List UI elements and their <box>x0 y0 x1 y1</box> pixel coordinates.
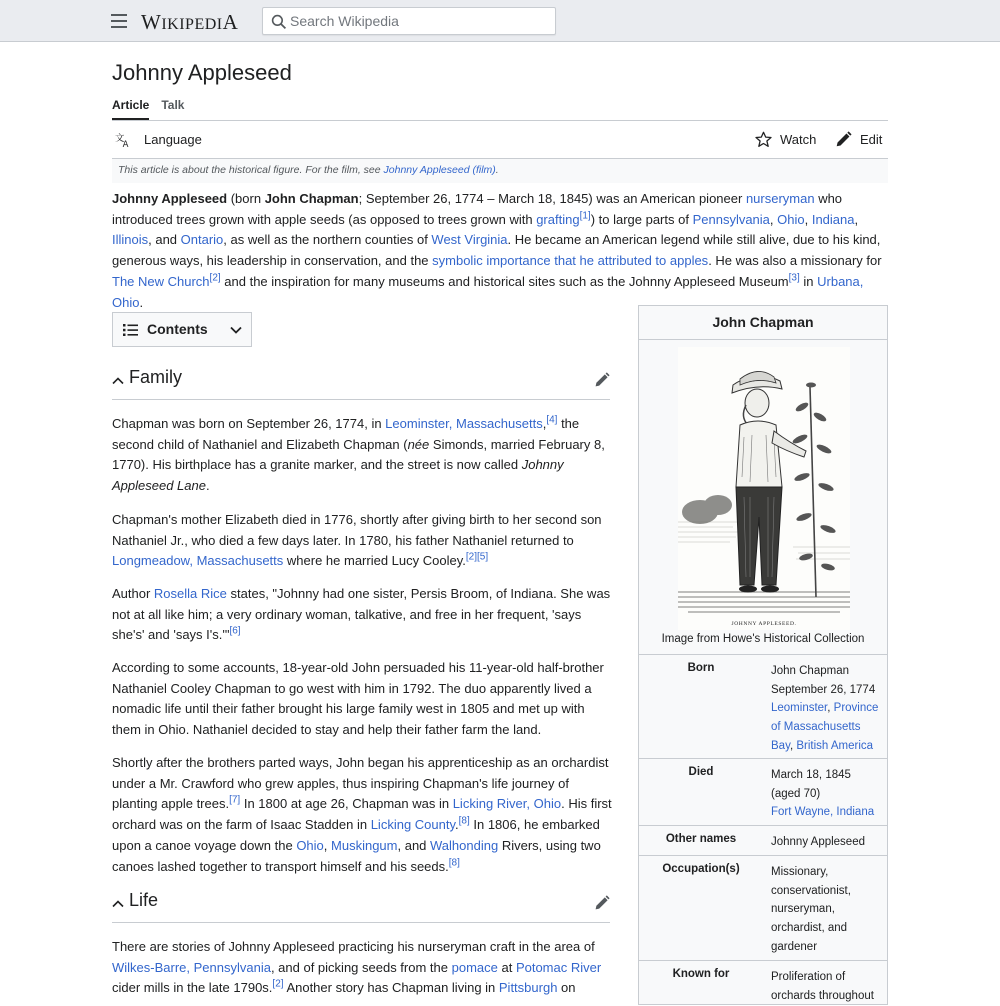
tab-talk[interactable]: Talk <box>161 98 185 112</box>
section-title: Family <box>129 367 182 387</box>
italic-text: Johnny Appleseed Lane <box>112 457 564 494</box>
link-province-massachusetts-bay[interactable]: Province of Massachusetts Bay <box>771 702 879 752</box>
hamburger-menu-icon[interactable] <box>111 14 127 28</box>
search-icon <box>271 14 287 30</box>
text: in <box>799 273 818 289</box>
link-walhonding[interactable]: Walhonding <box>430 837 499 853</box>
svg-text:文: 文 <box>115 133 125 145</box>
star-icon <box>755 131 772 148</box>
bold-name: Johnny Appleseed <box>112 191 228 206</box>
tab-article[interactable]: Article <box>112 98 149 120</box>
hatnote-link[interactable]: Johnny Appleseed (film) <box>383 164 496 176</box>
text: at <box>497 959 516 975</box>
svg-text:A: A <box>122 140 129 148</box>
link-urbana[interactable]: Urbana, Ohio <box>112 273 864 310</box>
text: where he married Lucy Cooley. <box>283 553 466 569</box>
citation-ref[interactable]: [2] <box>272 979 284 991</box>
link-ohio-river[interactable]: Ohio <box>296 837 324 853</box>
watch-label: Watch <box>780 132 817 147</box>
citation-ref[interactable]: [5] <box>476 552 489 564</box>
link-grafting[interactable]: grafting <box>536 211 580 227</box>
citation-ref[interactable]: [2] <box>209 272 221 284</box>
pencil-icon[interactable] <box>594 895 610 911</box>
family-paragraph-5 <box>112 753 612 877</box>
edit-label: Edit <box>860 132 883 147</box>
language-icon <box>115 131 132 148</box>
search-box[interactable] <box>262 7 556 35</box>
link-rosella-rice[interactable]: Rosella Rice <box>153 586 227 601</box>
link-ontario[interactable]: Ontario <box>180 232 224 248</box>
family-paragraph-1 <box>112 414 612 497</box>
infobox-caption: Image from Howe's Historical Collection <box>661 633 865 645</box>
top-header <box>0 0 1000 42</box>
citation-ref[interactable]: [7] <box>229 795 241 807</box>
wikipedia-wordmark[interactable] <box>141 10 238 35</box>
hatnote-text: This article is about the historical figure. For the film, see <box>118 164 384 176</box>
chevron-up-icon[interactable] <box>112 899 124 909</box>
died-age: (aged 70) <box>771 787 821 800</box>
text: , <box>542 416 547 431</box>
infobox-row-other-names <box>639 825 887 855</box>
text: , <box>827 702 834 715</box>
link-licking-river[interactable]: Licking River, Ohio <box>452 796 562 812</box>
text: the second child of Nathaniel and Elizabeth Chapman ( <box>112 416 580 452</box>
page-title: Johnny Appleseed <box>112 60 292 85</box>
text: . He became an American legend while still alive, due to his kind, generous ways, his leadership in conservation, and the <box>112 232 881 269</box>
life-paragraph-1 <box>112 937 612 999</box>
died-date: March 18, 1845 <box>771 769 851 781</box>
section-heading-family <box>112 366 610 400</box>
link-pomace[interactable]: pomace <box>451 959 498 975</box>
family-paragraph-4: According to some accounts, 18-year-old John persuaded his 11-year-old half-brother Nathaniel Cooley Chapman to go west with him in 1792. The duo apparently lived a nomadic life until their father brought his large family west in 1805 and met up with them in Ohio. Nathaniel decided to stay and help their father farm the land. <box>112 660 604 738</box>
section-heading-life <box>112 889 610 923</box>
link-british-america[interactable]: British America <box>796 739 874 752</box>
italic-text: née <box>407 436 430 452</box>
text: states, "Johnny had one sister, Persis Broom, of Indiana. She was not at all like him; a very ordinary woman, talkative, and free in her frequent, 'says she's' and 'says I's.'" <box>112 586 611 643</box>
born-place <box>771 699 883 755</box>
link-ohio[interactable]: Ohio <box>777 211 805 227</box>
pencil-icon <box>835 131 852 148</box>
text: . <box>455 817 459 833</box>
text: , <box>769 211 778 227</box>
language-label: Language <box>144 132 202 147</box>
row-value: Proliferation of orchards throughout <box>771 971 874 1002</box>
list-icon <box>123 323 138 337</box>
text: Shortly after the brothers parted ways, John began his apprenticeship as an orchardist under a Mr. Crawford who grew apples, thus inspiring Chapman's life journey of planting apple trees. <box>112 755 609 812</box>
text: Simonds, married February 8, 1770). His birthplace has a granite marker, and the street is now called <box>112 436 605 473</box>
chevron-down-icon <box>230 325 242 335</box>
text: . <box>205 478 210 494</box>
text: . <box>139 294 144 310</box>
link-fort-wayne[interactable]: Fort Wayne, Indiana <box>771 806 875 819</box>
section-title: Life <box>129 890 159 910</box>
text: Author <box>112 586 154 601</box>
link-muskingum[interactable]: Muskingum <box>331 837 398 853</box>
link-leominster[interactable]: Leominster <box>771 702 828 715</box>
citation-ref[interactable]: [2] <box>465 552 477 564</box>
link-longmeadow[interactable]: Longmeadow, Massachusetts <box>112 553 284 569</box>
link-pennsylvania[interactable]: Pennsylvania <box>692 211 770 227</box>
link-symbolic-importance[interactable]: symbolic importance that he attributed to apples <box>432 253 709 269</box>
link-west-virginia[interactable]: West Virginia <box>431 232 508 248</box>
edit-button[interactable] <box>835 131 882 148</box>
wordmark-text: WIKIPEDIA <box>141 10 239 34</box>
row-label: Born <box>687 662 715 674</box>
text: and the inspiration for many museums and historical sites such as the Johnny Appleseed Museum <box>220 273 789 289</box>
text: , and of picking seeds from the <box>270 959 452 975</box>
watch-button[interactable] <box>755 131 816 148</box>
text: There are stories of Johnny Appleseed practicing his nurseryman craft in the area of <box>112 939 595 954</box>
text: cider mills in the late 1790s. <box>112 980 273 996</box>
text: , <box>854 211 859 227</box>
infobox-row-known-for <box>639 960 887 1006</box>
text: Rivers, using two canoes lashed together to transport himself and his seeds. <box>112 837 601 874</box>
text: ) to large parts of <box>590 211 693 227</box>
pencil-icon[interactable] <box>594 372 610 388</box>
engraving-caption: JOHNNY APPLESEED. <box>731 621 797 627</box>
citation-ref[interactable]: [3] <box>788 272 800 284</box>
hatnote <box>112 159 888 183</box>
link-new-church[interactable]: The New Church <box>112 273 210 289</box>
link-nurseryman[interactable]: nurseryman <box>745 191 815 206</box>
link-indiana[interactable]: Indiana <box>811 211 855 227</box>
citation-ref[interactable]: [4] <box>546 414 558 426</box>
row-value <box>771 766 883 822</box>
family-paragraph-2 <box>112 510 612 572</box>
engraving-drawing <box>678 347 850 630</box>
infobox-row-occupation <box>639 855 887 960</box>
text: , and <box>397 837 431 853</box>
text: . His first orchard was on the farm of Isaac Stadden in <box>112 796 612 833</box>
hatnote-text: . <box>495 164 499 176</box>
link-leominster[interactable]: Leominster, Massachusetts <box>385 416 543 431</box>
link-pittsburgh[interactable]: Pittsburgh <box>498 980 558 996</box>
row-label: Other names <box>665 833 737 845</box>
born-date: September 26, 1774 <box>771 683 876 696</box>
infobox-row-died <box>639 758 887 825</box>
bold-born-name: John Chapman <box>264 191 359 206</box>
link-wilkes-barre[interactable]: Wilkes-Barre, Pennsylvania <box>112 959 271 975</box>
row-label: Died <box>688 766 714 778</box>
row-label: Known for <box>672 968 730 980</box>
chevron-up-icon[interactable] <box>112 376 124 386</box>
text: ; September 26, 1774 – March 18, 1845) was an American pioneer <box>358 191 746 206</box>
family-paragraph-3 <box>112 584 612 646</box>
contents-label: Contents <box>147 321 208 337</box>
contents-toggle[interactable] <box>112 312 252 347</box>
link-illinois[interactable]: Illinois <box>112 232 149 248</box>
row-value: Johnny Appleseed <box>771 836 865 848</box>
link-potomac-river[interactable]: Potomac River <box>515 959 602 975</box>
row-label: Occupation(s) <box>662 863 740 875</box>
text: , <box>804 211 812 227</box>
infobox-row-born <box>639 654 887 758</box>
namespace-tabs <box>112 98 184 120</box>
text: In 1806, he embarked upon a canoe voyage down the <box>112 817 600 853</box>
born-name: John Chapman <box>771 665 849 677</box>
portrait-engraving-image[interactable] <box>678 347 850 630</box>
citation-ref[interactable]: [8] <box>448 857 460 869</box>
citation-ref[interactable]: [6] <box>229 626 241 638</box>
text: who introduced trees grown with apple seeds (as opposed to trees grown with <box>112 191 843 227</box>
language-button[interactable] <box>115 131 202 148</box>
text: on <box>557 980 576 996</box>
text: Chapman was born on September 26, 1774, in <box>112 416 386 431</box>
text: , and <box>148 232 181 248</box>
search-input[interactable] <box>290 8 550 34</box>
lead-paragraph <box>112 189 890 313</box>
link-licking-county[interactable]: Licking County <box>370 817 456 833</box>
text: , as well as the northern counties of <box>223 232 432 248</box>
citation-ref[interactable]: [1] <box>579 210 591 222</box>
text: In 1800 at age 26, Chapman was in <box>240 796 453 812</box>
text: Another story has Chapman living in <box>283 980 499 996</box>
text: Chapman's mother Elizabeth died in 1776, shortly after giving birth to her second son Nathaniel Jr., who died a few days later. In 1780, his father Nathaniel returned to <box>112 512 602 548</box>
text: , <box>323 837 332 853</box>
text: (born <box>227 191 265 206</box>
citation-ref[interactable]: [8] <box>458 815 470 827</box>
text: . He was also a missionary for <box>708 253 882 269</box>
row-value <box>771 662 883 756</box>
page-actions-bar <box>112 121 888 159</box>
row-value: Missionary, conservationist, nurseryman, orchardist, and gardener <box>771 866 851 953</box>
text: , <box>789 739 797 752</box>
infobox-title: John Chapman <box>639 306 887 340</box>
infobox <box>638 305 888 1005</box>
